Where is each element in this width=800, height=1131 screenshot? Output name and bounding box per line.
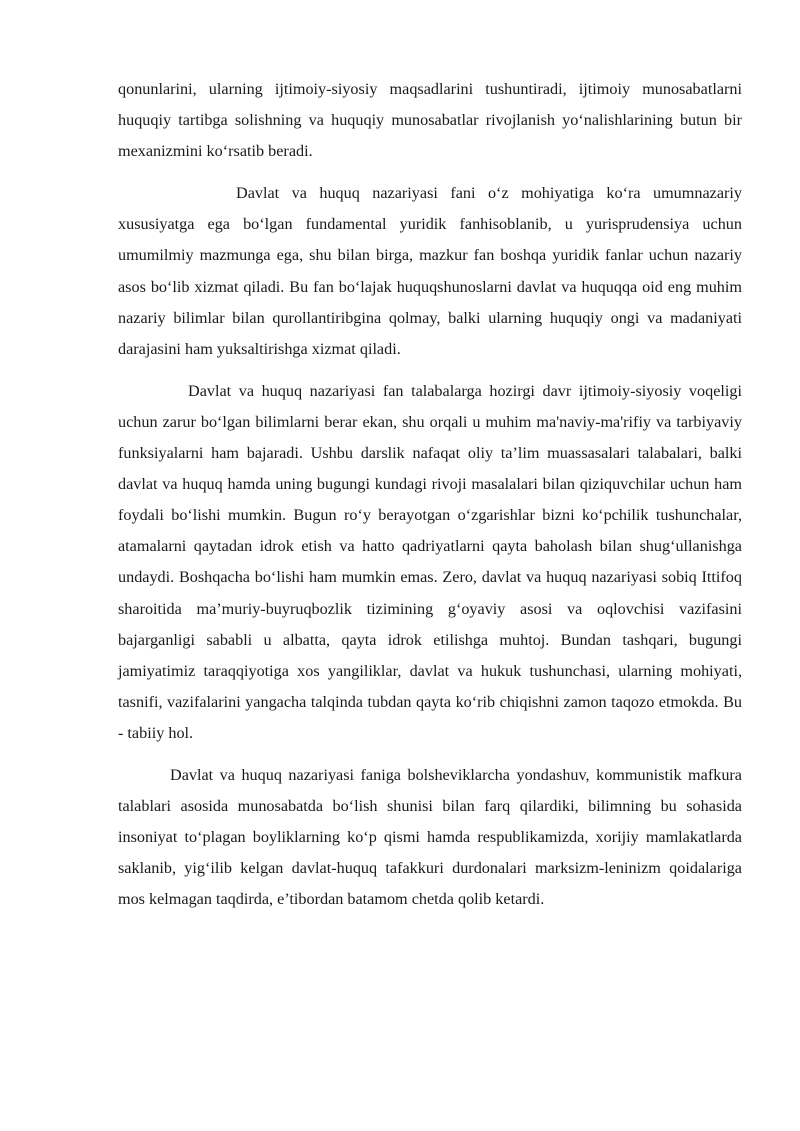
paragraph-1: qonunlarini, ularning ijtimoiy-siyosiy maqsadlarini tushuntiradi, ijtimoiy munosabatlarni huquqiy tartibga solishning va huquqiy munosabatlar rivojlanish yo‘nalishlarining butun bir mexanizmini ko‘rsatib beradi. [118, 80, 742, 161]
paragraph-3: Davlat va huquq nazariyasi fan talabalarga hozirgi davr ijtimoiy-siyosiy voqeligi uchun zarur bo‘lgan bilimlarni berar ekan, shu orqali u muhim ma'naviy-ma'rifiy va tarbiyaviy funksiyalarni ham bajaradi. Ushbu darslik nafaqat oliy ta’lim muassasalari talabalari, balki davlat va huquq hamda uning bugungi kundagi rivoji masalalari bilan qiziquvchilar uchun ham foydali bo‘lishi mumkin. Bugun ro‘y berayotgan o‘zgarishlar bizni ko‘pchilik tushunchalar, atamalarni qaytadan idrok etish va hatto qadriyatlarni qayta baholash bilan shug‘ullanishga undaydi. Boshqacha bo‘lishi ham mumkin emas. Zero, davlat va huquq nazariyasi sobiq Ittifoq sharoitida ma’muriy-buyruqbozlik tizimining g‘oyaviy asosi va oqlovchisi vazifasini bajarganligi sababli u albatta, qayta idrok etilishga muhtoj. Bundan tashqari, bugungi jamiyatimiz taraqqiyotiga xos yangiliklar, davlat va hukuk tushunchasi, ularning mohiyati, tasnifi, vazifalarini yangacha talqinda tubdan qayta ko‘rib chiqishni zamon taqozo etmokda. Bu - tabiiy hol. [118, 381, 742, 742]
paragraph-2: Davlat va huquq nazariyasi fani o‘z mohiyatiga ko‘ra umumnazariy xususiyatga ega bo‘lgan fundamental yuridik fanhisoblanib, u yurisprudensiya uchun umumilmiy mazmunga ega, shu bilan birga, mazkur fan boshqa yuridik fanlar uchun nazariy asos bo‘lib xizmat qiladi. Bu fan bo‘lajak huquqshunoslarni davlat va huquqqa oid eng muhim nazariy bilimlar bilan qurollantiribgina qolmay, balki ularning huquqiy ongi va madaniyati darajasini ham yuksaltirishga xizmat qiladi. [118, 184, 742, 358]
document-page [118, 74, 742, 926]
paragraph-4: Davlat va huquq nazariyasi faniga bolsheviklarcha yondashuv, kommunistik mafkura talablari asosida munosabatda bo‘lish shunisi bilan farq qilardiki, bilimning bu sohasida insoniyat to‘plagan boyliklarning ko‘p qismi hamda respublikamizda, xorijiy mamlakatlarda saklanib, yig‘ilib kelgan davlat-huquq tafakkuri durdonalari marksizm-leninizm qoidalariga mos kelmagan taqdirda, e’tibordan batamom chetda qolib ketardi. [118, 765, 742, 909]
